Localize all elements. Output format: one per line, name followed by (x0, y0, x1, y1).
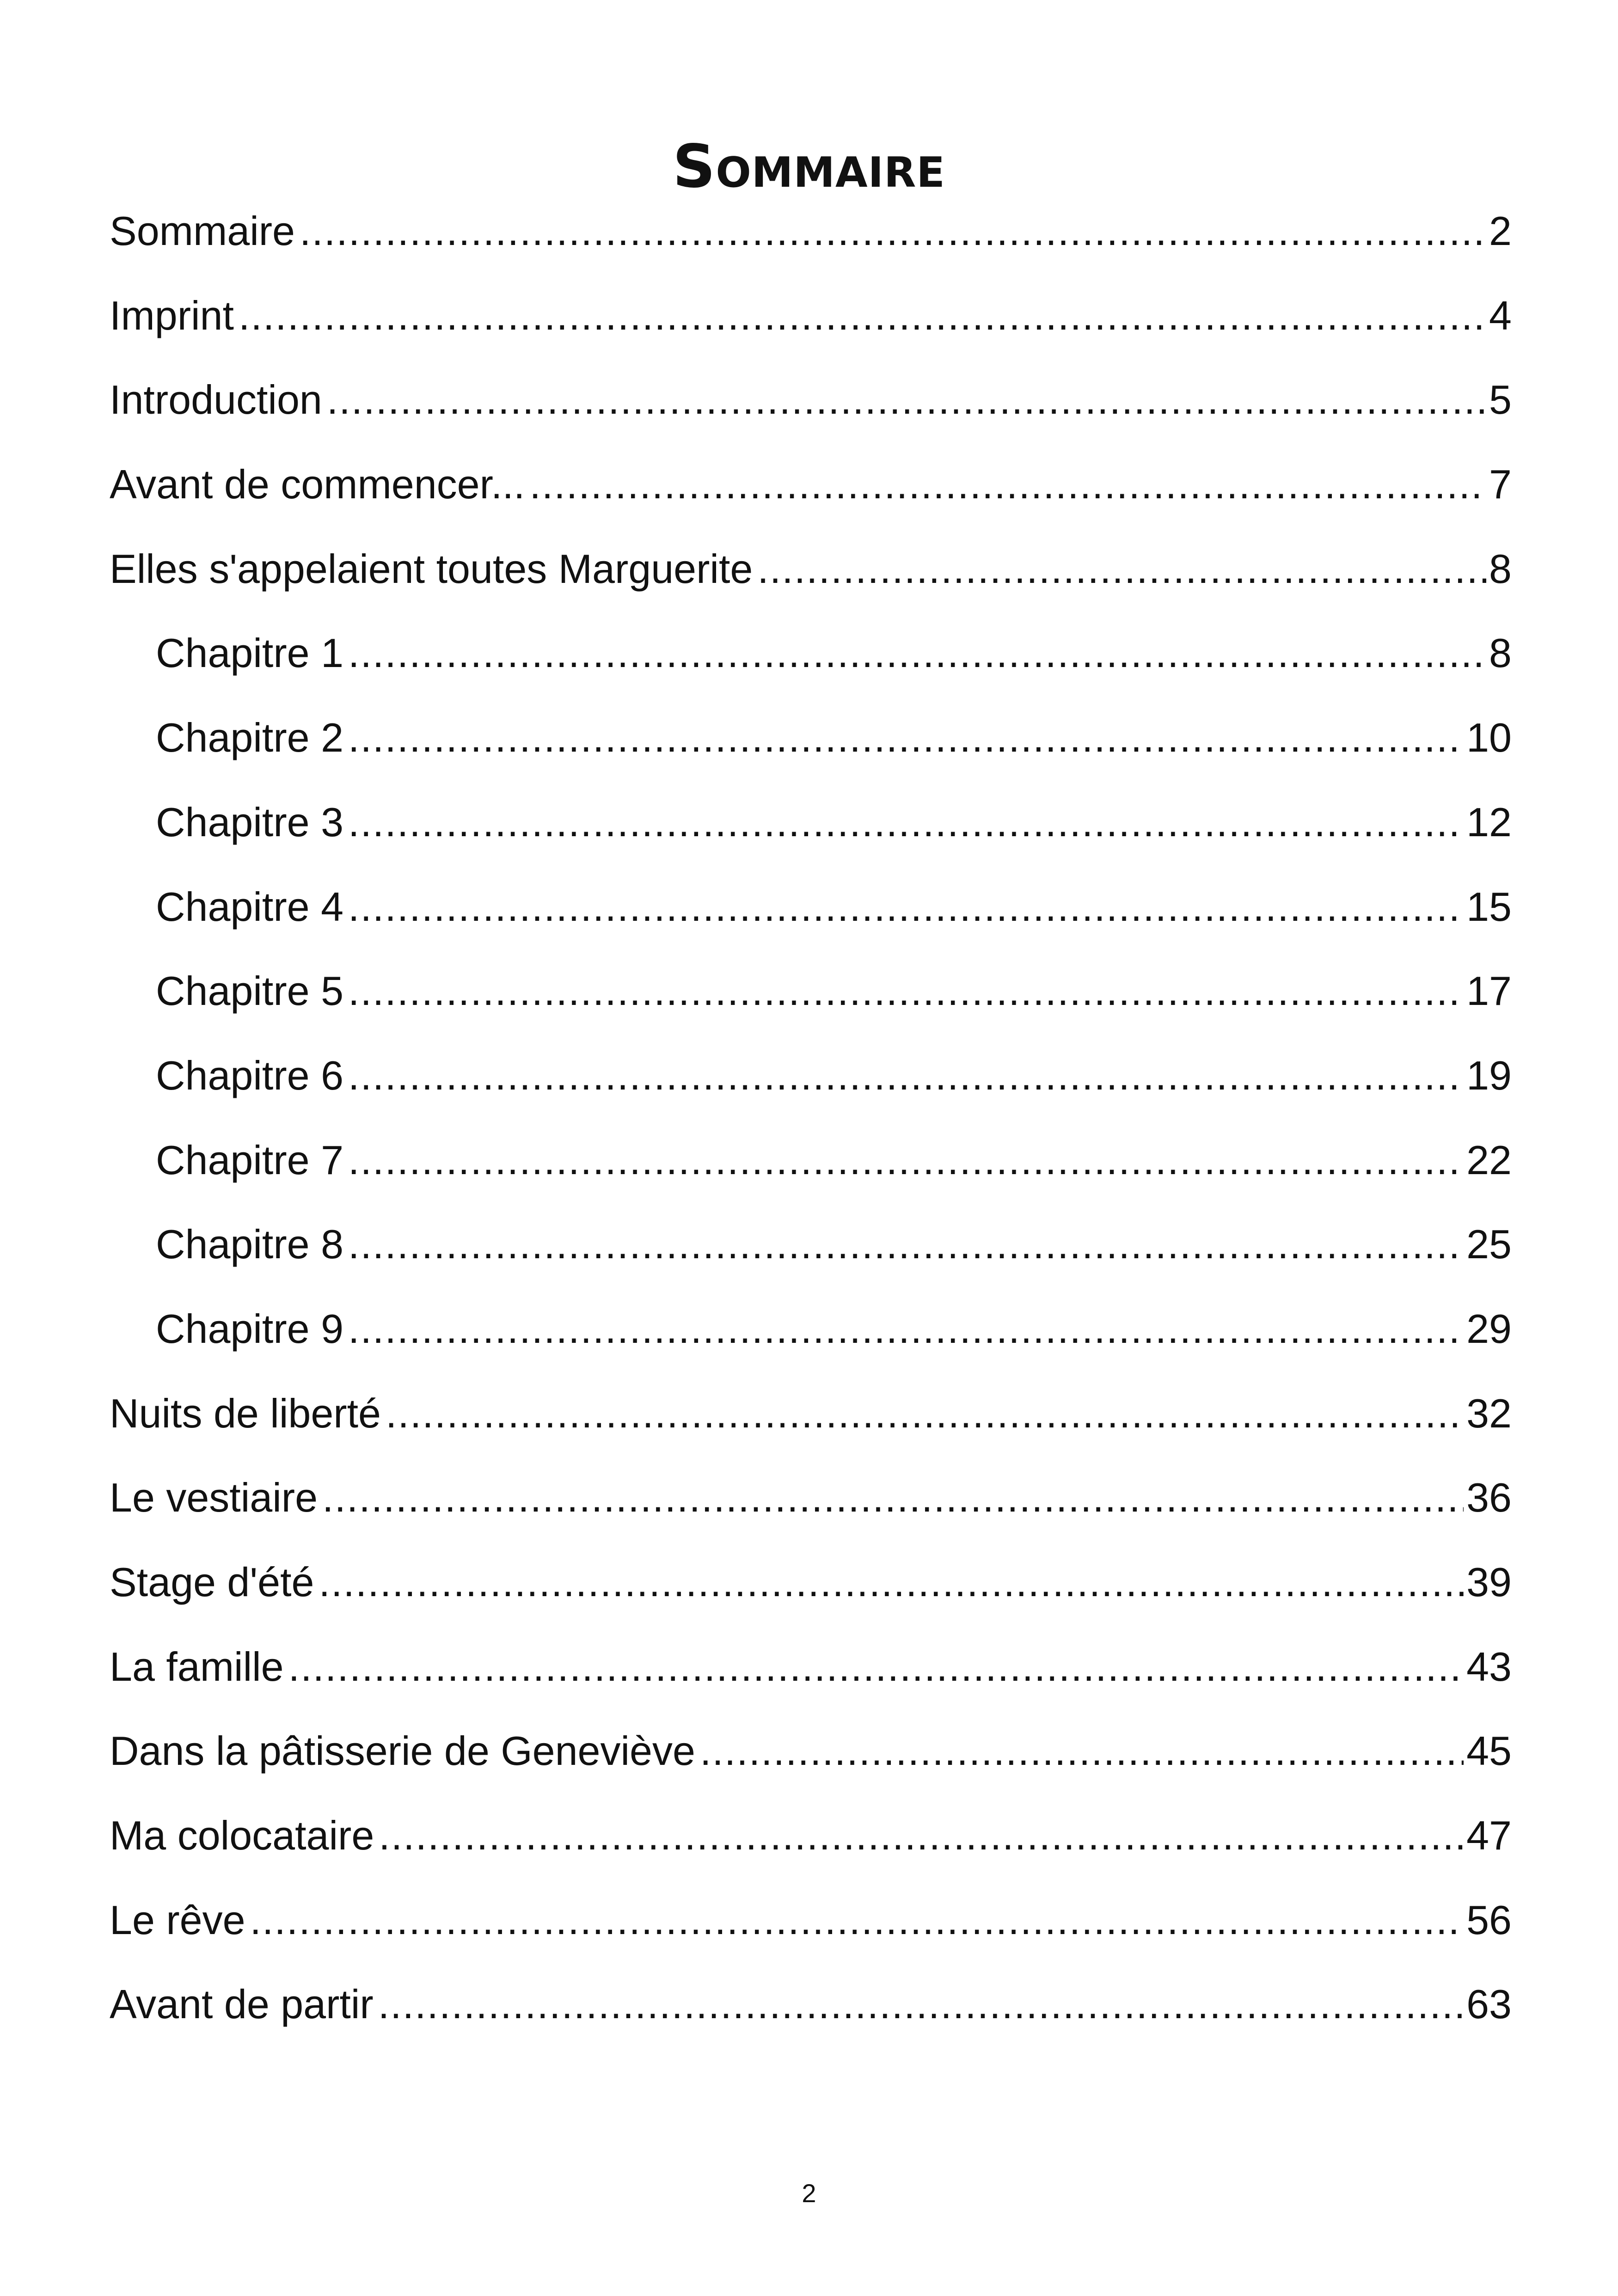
toc-entry-page: 15 (1466, 883, 1512, 930)
dot-leader (379, 1808, 1464, 1863)
toc-entry-imprint[interactable] (110, 288, 1512, 373)
toc-entry-page: 10 (1466, 715, 1512, 761)
toc-entry-page: 47 (1466, 1812, 1512, 1859)
dot-leader (348, 1133, 1464, 1188)
toc-entry-chapitre-9[interactable] (110, 1301, 1512, 1386)
toc-entry-title: Dans la pâtisserie de Geneviève (110, 1728, 695, 1774)
toc-entry-page: 22 (1466, 1137, 1512, 1183)
dot-leader (348, 879, 1464, 935)
dot-leader (327, 372, 1486, 428)
dot-leader (348, 1301, 1464, 1357)
toc-entry-page: 25 (1466, 1221, 1512, 1267)
toc-entry-page: 56 (1466, 1897, 1512, 1943)
dot-leader (300, 203, 1486, 259)
toc-entry-title: Chapitre 1 (156, 630, 344, 676)
toc-entry-page: 4 (1489, 292, 1512, 338)
toc-entry-title: Imprint (110, 292, 234, 338)
toc-entry-page: 63 (1466, 1981, 1512, 2027)
toc-entry-title: Chapitre 9 (156, 1305, 344, 1352)
toc-entry-page: 7 (1489, 461, 1512, 508)
toc-entry-page: 12 (1466, 799, 1512, 845)
toc-entry-nuits-de-liberte[interactable] (110, 1386, 1512, 1470)
dot-leader (700, 1723, 1464, 1779)
toc-entry-title: Chapitre 3 (156, 799, 344, 845)
dot-leader (529, 457, 1486, 512)
toc-entry-title: Chapitre 2 (156, 715, 344, 761)
toc-entry-page: 36 (1466, 1475, 1512, 1521)
table-of-contents (110, 203, 1512, 2061)
toc-entry-chapitre-7[interactable] (110, 1133, 1512, 1217)
toc-entry-title: La famille (110, 1643, 284, 1690)
toc-entry-page: 43 (1466, 1643, 1512, 1690)
toc-entry-title: Chapitre 8 (156, 1221, 344, 1267)
toc-entry-title: Le rêve (110, 1897, 245, 1943)
toc-entry-title: Introduction (110, 377, 322, 423)
toc-entry-chapitre-5[interactable] (110, 963, 1512, 1048)
toc-entry-chapitre-1[interactable] (110, 625, 1512, 710)
toc-entry-title: Chapitre 6 (156, 1052, 344, 1098)
toc-entry-avant-de-commencer[interactable] (110, 457, 1512, 541)
toc-entry-stage-d-ete[interactable] (110, 1555, 1512, 1639)
toc-entry-ma-colocataire[interactable] (110, 1808, 1512, 1892)
toc-entry-page: 8 (1489, 630, 1512, 676)
dot-leader (239, 288, 1486, 343)
page-number: 2 (802, 2179, 816, 2208)
toc-entry-page: 29 (1466, 1305, 1512, 1352)
toc-entry-page: 2 (1489, 208, 1512, 254)
dot-leader (348, 710, 1464, 765)
toc-entry-page: 32 (1466, 1390, 1512, 1436)
toc-entry-chapitre-4[interactable] (110, 879, 1512, 964)
toc-entry-page: 5 (1489, 377, 1512, 423)
toc-entry-title: Ma colocataire (110, 1812, 374, 1859)
toc-entry-title: Avant de commencer... (110, 461, 525, 508)
toc-entry-page: 19 (1466, 1052, 1512, 1098)
dot-leader (348, 1048, 1464, 1103)
toc-entry-title: Sommaire (110, 208, 295, 254)
toc-entry-title: Chapitre 7 (156, 1137, 344, 1183)
toc-entry-title: Chapitre 5 (156, 968, 344, 1014)
toc-entry-introduction[interactable] (110, 372, 1512, 457)
toc-entry-la-famille[interactable] (110, 1639, 1512, 1724)
dot-leader (348, 1217, 1464, 1272)
toc-entry-title: Nuits de liberté (110, 1390, 381, 1436)
toc-entry-chapitre-2[interactable] (110, 710, 1512, 795)
toc-entry-title: Elles s'appelaient toutes Marguerite (110, 545, 753, 592)
toc-entry-page: 45 (1466, 1728, 1512, 1774)
dot-leader (386, 1386, 1464, 1441)
toc-entry-le-vestiaire[interactable] (110, 1470, 1512, 1555)
dot-leader (322, 1470, 1464, 1525)
dot-leader (319, 1555, 1464, 1610)
toc-entry-le-reve[interactable] (110, 1892, 1512, 1977)
dot-leader (348, 963, 1464, 1019)
toc-entry-chapitre-3[interactable] (110, 795, 1512, 879)
dot-leader (757, 541, 1486, 597)
toc-entry-marguerite[interactable] (110, 541, 1512, 626)
dot-leader (250, 1892, 1464, 1948)
toc-entry-page: 8 (1489, 545, 1512, 592)
toc-entry-page: 39 (1466, 1559, 1512, 1605)
toc-entry-page: 17 (1466, 968, 1512, 1014)
dot-leader (288, 1639, 1464, 1695)
toc-entry-avant-de-partir[interactable] (110, 1977, 1512, 2061)
toc-entry-chapitre-6[interactable] (110, 1048, 1512, 1133)
toc-entry-chapitre-8[interactable] (110, 1217, 1512, 1301)
toc-entry-title: Avant de partir (110, 1981, 374, 2027)
toc-entry-patisserie[interactable] (110, 1723, 1512, 1808)
dot-leader (378, 1977, 1464, 2032)
dot-leader (348, 795, 1464, 850)
toc-entry-title: Stage d'été (110, 1559, 314, 1605)
toc-entry-title: Chapitre 4 (156, 883, 344, 930)
toc-entry-sommaire[interactable] (110, 203, 1512, 288)
dot-leader (348, 625, 1486, 681)
page-title: Sommaire (673, 132, 945, 201)
toc-entry-title: Le vestiaire (110, 1475, 318, 1521)
